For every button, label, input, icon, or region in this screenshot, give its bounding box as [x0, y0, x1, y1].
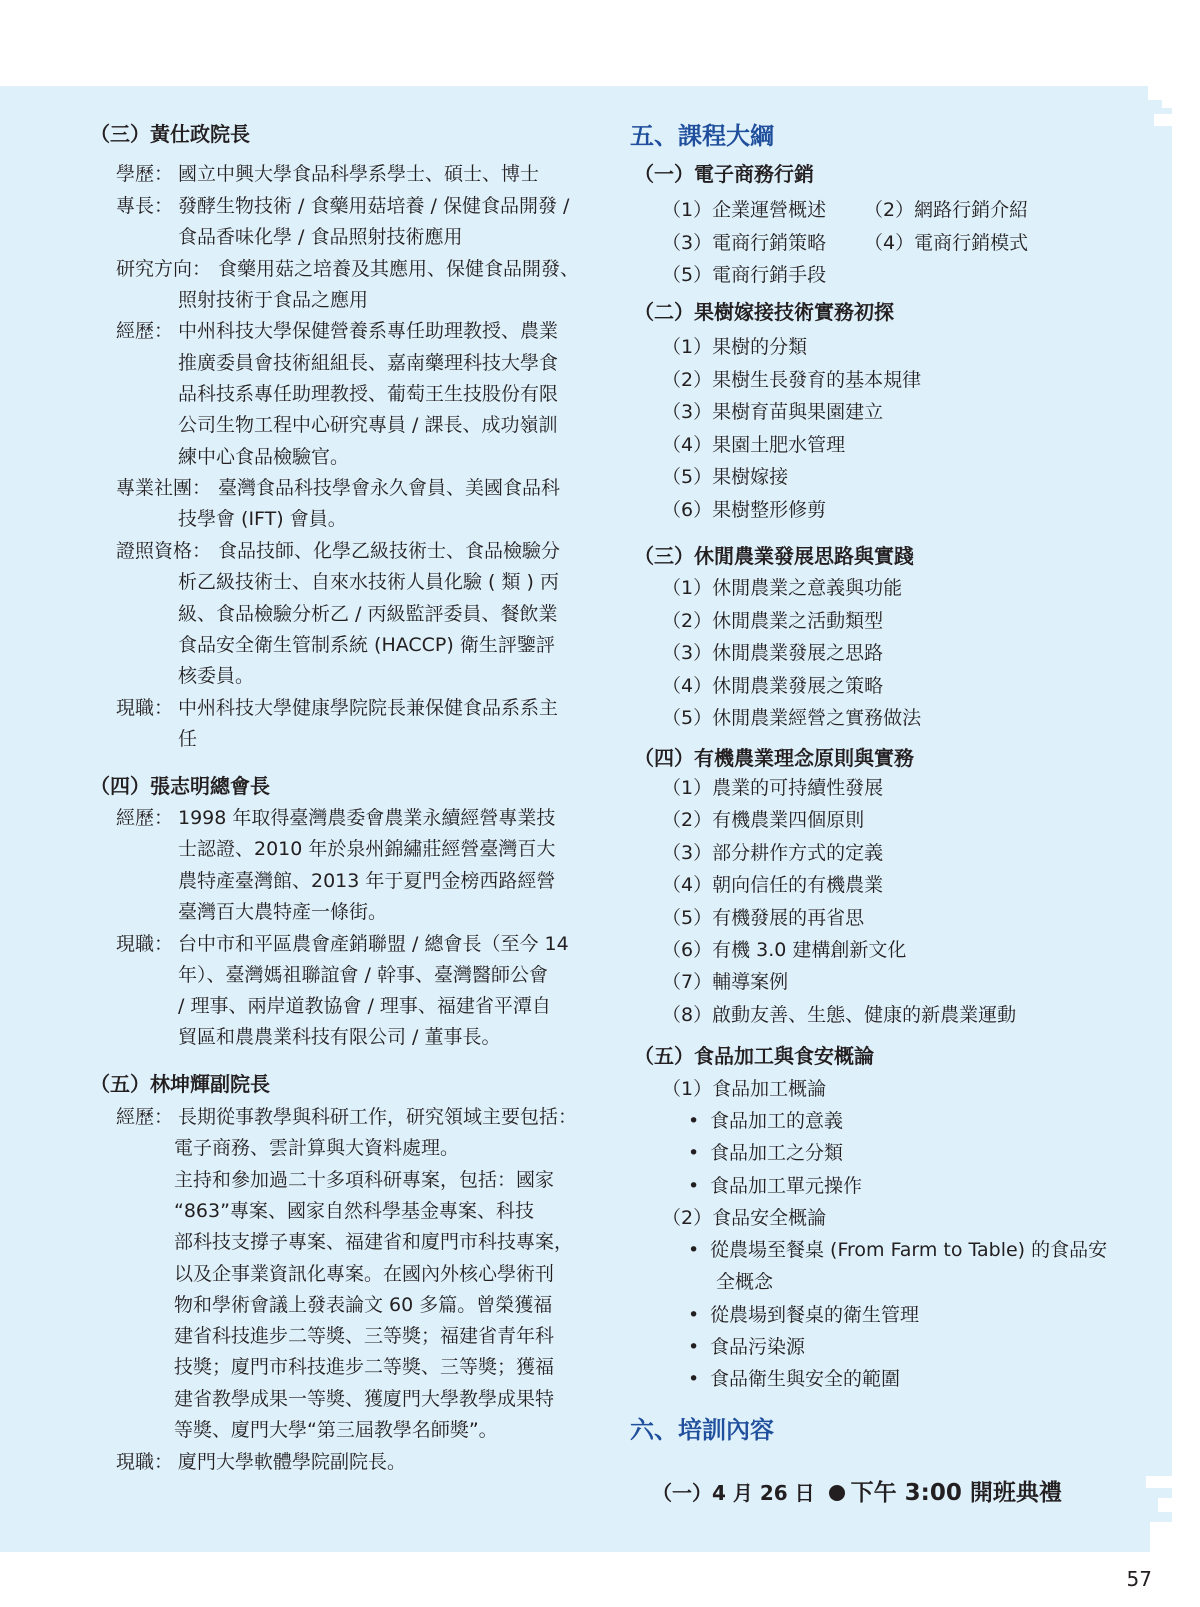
course-heading-organic: （四）有機農業理念原則與實務 [634, 746, 914, 770]
course-item: （1）企業運營概述 [662, 199, 827, 221]
bio-entry-line: 食品香味化學 / 食品照射技術應用 [178, 225, 463, 248]
bullet-text: 食品加工的意義 [710, 1110, 844, 1132]
course-item: （1）果樹的分類 [662, 336, 808, 358]
course-item: （1）農業的可持續性發展 [662, 777, 884, 799]
bullet-text: 食品加工之分類 [710, 1142, 844, 1165]
bio-entry-line: 食品安全衛生管制系統 (HACCP) 衛生評鑒評 [178, 633, 555, 656]
bio-entry-line: 食藥用菇之培養及其應用、保健食品開發、 [218, 257, 580, 280]
bio-entry-line: 技學會 (IFT) 會員。 [178, 508, 347, 531]
bio-entry-label: 證照資格： [116, 540, 212, 563]
course-heading-leisure: （三）休閒農業發展思路與實踐 [634, 544, 914, 568]
bio-entry-label: 專業社團： [116, 477, 212, 500]
bio-entry-line: 建省教學成果一等獎、獲廈門大學教學成果特 [174, 1387, 555, 1410]
course-item: （3）休閒農業發展之思路 [662, 642, 884, 664]
course-item: （7）輔導案例 [662, 971, 789, 994]
bio-entry-label: 學歷： [116, 163, 174, 185]
bullet-text: 從農場至餐桌 (From Farm to Table) 的食品安 [710, 1239, 1108, 1261]
bio-entry-line: 國立中興大學食品科學系學士、碩士、博士 [178, 163, 540, 185]
section-heading-huang: （三）黃仕政院長 [90, 122, 250, 146]
course-item: （5）休閒農業經營之實務做法 [662, 707, 922, 729]
bio-entry-line: “863”專案、國家自然科學基金專案、科技 [174, 1199, 534, 1222]
course-item: （8）啟動友善、生態、健康的新農業運動 [662, 1003, 1017, 1026]
bio-entry-label: 現職： [116, 1450, 174, 1473]
bio-entry-line: 推廣委員會技術組組長、嘉南藥理科技大學食 [178, 351, 559, 374]
bio-entry-line: 士認證、2010 年於泉州錦繡莊經營臺灣百大 [178, 838, 556, 861]
bio-entry-line: 主持和參加過二十多項科研專案，包括：國家 [174, 1168, 555, 1191]
course-item: （2）有機農業四個原則 [662, 809, 865, 832]
bio-entry-line: 等獎、廈門大學“第三屆教學名師獎”。 [174, 1419, 498, 1441]
bio-entry-line: 食品技師、化學乙級技術士、食品檢驗分 [218, 540, 561, 563]
bio-entry-line: 公司生物工程中心研究專員 / 課長、成功嶺訓 [178, 414, 558, 437]
course-heading-food: （五）食品加工與食安概論 [634, 1044, 874, 1068]
bio-entry-line: 中州科技大學健康學院院長兼保健食品系系主 [178, 696, 559, 719]
course-item: （2）果樹生長發育的基本規律 [662, 368, 922, 391]
bio-entry-line: 練中心食品檢驗官。 [178, 445, 350, 468]
bio-entry-line: 臺灣食品科技學會永久會員、美國食品科 [218, 477, 561, 500]
training-content-title: 六、培訓內容 [630, 1416, 774, 1444]
bio-entry-line: / 理事、兩岸道教協會 / 理事、福建省平潭自 [178, 995, 551, 1018]
course-item: （3）部分耕作方式的定義 [662, 841, 884, 864]
bullet-text: 食品衛生與安全的範圍 [710, 1368, 901, 1391]
record-dot-icon [829, 1485, 845, 1501]
bio-entry-line: 析乙級技術士、自來水技術人員化驗 ( 類 ) 丙 [178, 571, 559, 594]
bio-entry-line: 農特產臺灣館、2013 年于夏門金榜西路經營 [178, 869, 556, 892]
food-sub2: （2）食品安全概論 [662, 1207, 827, 1229]
course-item: （5）果樹嫁接 [662, 466, 789, 488]
schedule-line [652, 1474, 1062, 1507]
bio-entry-line: 貿區和農農業科技有限公司 / 董事長。 [178, 1026, 501, 1049]
bio-entry-line: 發酵生物技術 / 食藥用菇培養 / 保健食品開發 / [178, 194, 570, 217]
bio-entry-label: 研究方向： [116, 257, 212, 280]
bio-entry-line: 級、食品檢驗分析乙 / 丙級監評委員、餐飲業 [178, 602, 558, 625]
bio-entry-line: 長期從事教學與科研工作，研究領域主要包括： [178, 1106, 578, 1128]
bio-entry-label: 經歷： [116, 1106, 174, 1128]
bio-entry-line: 核委員。 [178, 665, 255, 688]
course-heading-ecommerce: （一）電子商務行銷 [634, 162, 814, 186]
bio-entry-line: 照射技術于食品之應用 [178, 288, 369, 311]
course-item: （6）有機 3.0 建構創新文化 [662, 939, 907, 961]
bio-entry-label: 現職： [116, 932, 174, 955]
bio-entry-line: 中州科技大學保健營養系專任助理教授、農業 [178, 320, 559, 343]
section-heading-zhang: （四）張志明總會長 [90, 774, 270, 798]
bio-entry-line: 技獎；廈門市科技進步二等獎、三等獎；獲福 [174, 1356, 555, 1379]
course-item: （3）果樹育苗與果園建立 [662, 401, 884, 423]
course-item: （5）電商行銷手段 [662, 264, 827, 286]
bio-entry-line: 台中市和平區農會產銷聯盟 / 總會長（至今 14 [178, 932, 569, 955]
bio-entry-line: 臺灣百大農特產一條街。 [178, 900, 388, 923]
bio-entry-line: 建省科技進步二等獎、三等獎；福建省青年科 [174, 1325, 555, 1348]
course-item: （4）休閒農業發展之策略 [662, 674, 884, 697]
bio-entry-line: 年）、臺灣媽祖聯誼會 / 幹事、臺灣醫師公會 [178, 963, 548, 986]
bio-entry-label: 經歷： [116, 320, 174, 343]
course-item: （3）電商行銷策略 [662, 231, 827, 254]
bio-entry-line: 部科技支撐子專案、福建省和廈門市科技專案， [174, 1231, 574, 1254]
bullet-dot-icon: • [688, 1368, 700, 1391]
bullet-dot-icon: • [688, 1335, 700, 1358]
page-number: 57 [1126, 1567, 1152, 1591]
course-heading-grafting: （二）果樹嫁接技術實務初探 [634, 300, 894, 324]
bullet-text: 全概念 [716, 1271, 774, 1293]
course-item: （4）電商行銷模式 [864, 231, 1029, 254]
course-outline-title: 五、課程大綱 [630, 122, 774, 150]
bullet-dot-icon: • [688, 1239, 700, 1261]
bullet-text: 食品加工單元操作 [710, 1174, 863, 1197]
course-item: （4）朝向信任的有機農業 [662, 874, 884, 897]
bio-entry-line: 電子商務、雲計算與大資料處理。 [174, 1137, 460, 1160]
bullet-text: 從農場到餐桌的衛生管理 [710, 1303, 920, 1326]
course-item: （6）果樹整形修剪 [662, 498, 827, 521]
section-heading-lin: （五）林坤輝副院長 [90, 1072, 270, 1096]
bio-entry-label: 現職： [116, 696, 174, 719]
course-item: （2）休閒農業之活動類型 [662, 609, 884, 632]
bio-entry-line: 品科技系專任助理教授、葡萄王生技股份有限 [178, 382, 559, 405]
bio-entry-label: 專長： [116, 194, 174, 217]
course-item: （1）休閒農業之意義與功能 [662, 577, 903, 599]
bullet-dot-icon: • [688, 1142, 700, 1165]
course-item: （2）網路行銷介紹 [864, 199, 1029, 221]
food-sub1: （1）食品加工概論 [662, 1078, 827, 1100]
bullet-dot-icon: • [688, 1174, 700, 1197]
bio-entry-line: 以及企事業資訊化專案。在國內外核心學術刊 [174, 1262, 555, 1285]
bio-entry-line: 1998 年取得臺灣農委會農業永續經營專業技 [178, 807, 556, 829]
bio-entry-label: 經歷： [116, 807, 174, 829]
schedule-date: （一）4 月 26 日 [652, 1481, 815, 1505]
bio-entry-line: 物和學術會議上發表論文 60 多篇。曾榮獲福 [174, 1293, 553, 1316]
bullet-dot-icon: • [688, 1110, 700, 1132]
course-item: （5）有機發展的再省思 [662, 906, 865, 929]
bullet-dot-icon: • [688, 1303, 700, 1326]
bio-entry-line: 廈門大學軟體學院副院長。 [178, 1450, 407, 1473]
schedule-event: 下午 3:00 開班典禮 [850, 1480, 1062, 1506]
bio-entry-line: 任 [178, 728, 198, 751]
course-item: （4）果園土肥水管理 [662, 433, 846, 456]
bullet-text: 食品污染源 [710, 1335, 806, 1358]
